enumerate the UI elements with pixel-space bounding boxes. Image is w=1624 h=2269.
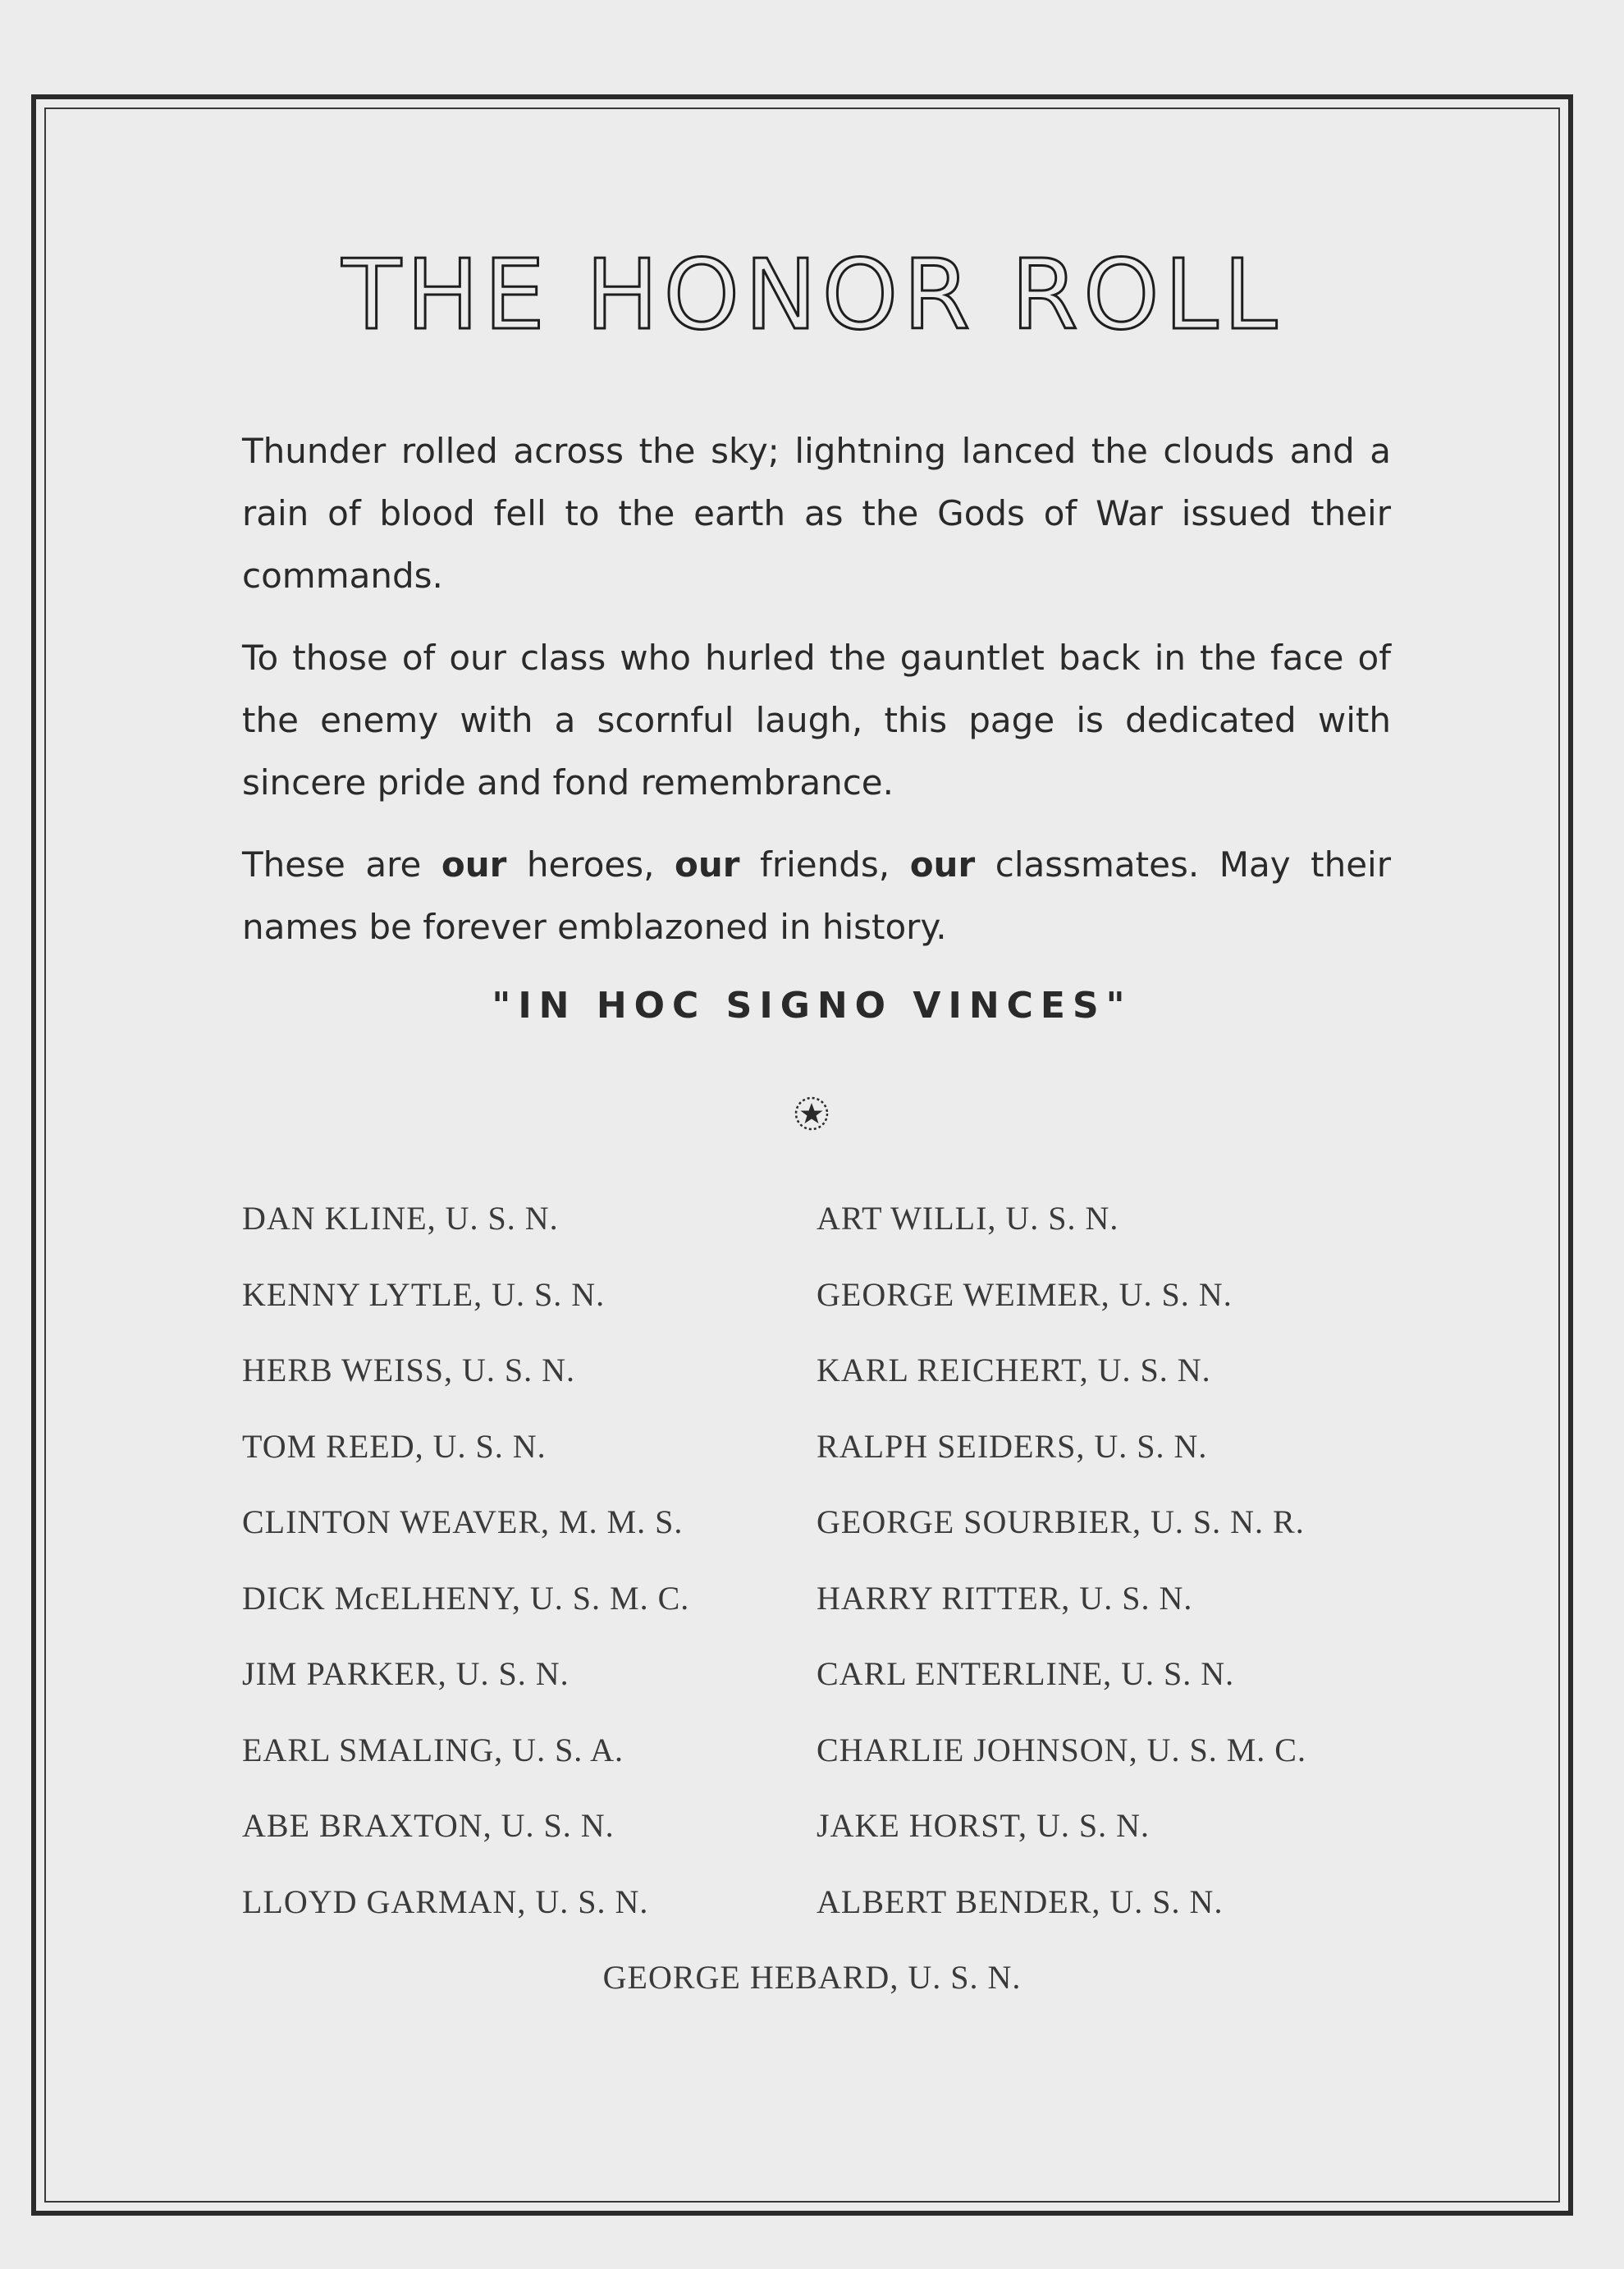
honor-roll-name: CARL ENTERLINE, U. S. N. [817, 1655, 1235, 1692]
honor-roll-name: CHARLIE JOHNSON, U. S. M. C. [817, 1731, 1306, 1768]
honor-roll-name: RALPH SEIDERS, U. S. N. [817, 1427, 1208, 1465]
honor-roll-name: TOM REED, U. S. N. [242, 1427, 547, 1465]
honor-roll-right-column [817, 1194, 1306, 1953]
honor-roll-name: CLINTON WEAVER, M. M. S. [242, 1503, 684, 1540]
heroes-text-3: friends, [739, 844, 910, 885]
honor-roll-name: KARL REICHERT, U. S. N. [817, 1352, 1211, 1388]
honor-roll-left-column [242, 1194, 689, 1953]
honor-roll-name: ART WILLI, U. S. N. [817, 1200, 1119, 1237]
motto: "IN HOC SIGNO VINCES" [492, 985, 1132, 1027]
honor-roll-name: HERB WEISS, U. S. N. [242, 1352, 575, 1388]
heroes-emphasis-2: our [675, 844, 740, 885]
honor-roll-name: ABE BRAXTON, U. S. N. [242, 1807, 615, 1844]
heroes-paragraph [242, 834, 1391, 958]
dedication-paragraph: To those of our class who hurled the gauntlet back in the face of the enemy with a scornful laugh, this page is dedicated with sincere pride and fond remembrance. [242, 638, 1391, 803]
honor-roll-name: GEORGE WEIMER, U. S. N. [817, 1275, 1233, 1313]
heroes-text-1: These are [242, 844, 441, 885]
heroes-emphasis-3: our [909, 844, 976, 885]
page-title: THE HONOR ROLL [341, 238, 1283, 351]
heroes-text-4: classmates. May their names be forever emblazoned in history. [242, 844, 1391, 947]
honor-roll-final-name: GEORGE HEBARD, U. S. N. [602, 1959, 1022, 1996]
heroes-text-2: heroes, [506, 844, 675, 885]
intro-paragraph: Thunder rolled across the sky; lightning lanced the clouds and a rain of blood fell to the earth as the Gods of War issued their commands. [242, 431, 1391, 596]
honor-roll-name: EARL SMALING, U. S. A. [242, 1731, 624, 1768]
honor-roll-name: JAKE HORST, U. S. N. [817, 1807, 1150, 1844]
honor-roll-name: DAN KLINE, U. S. N. [242, 1200, 559, 1237]
honor-roll-name: GEORGE SOURBIER, U. S. N. R. [817, 1503, 1305, 1540]
honor-roll-name: DICK McELHENY, U. S. M. C. [242, 1579, 690, 1617]
honor-roll-name: KENNY LYTLE, U. S. N. [242, 1275, 606, 1313]
star-emblem-icon [793, 1095, 830, 1132]
honor-roll-name: JIM PARKER, U. S. N. [242, 1655, 570, 1692]
heroes-emphasis-1: our [441, 844, 507, 885]
honor-roll-name: ALBERT BENDER, U. S. N. [817, 1882, 1224, 1920]
honor-roll-name: LLOYD GARMAN, U. S. N. [242, 1882, 649, 1920]
honor-roll-name: HARRY RITTER, U. S. N. [817, 1579, 1193, 1617]
